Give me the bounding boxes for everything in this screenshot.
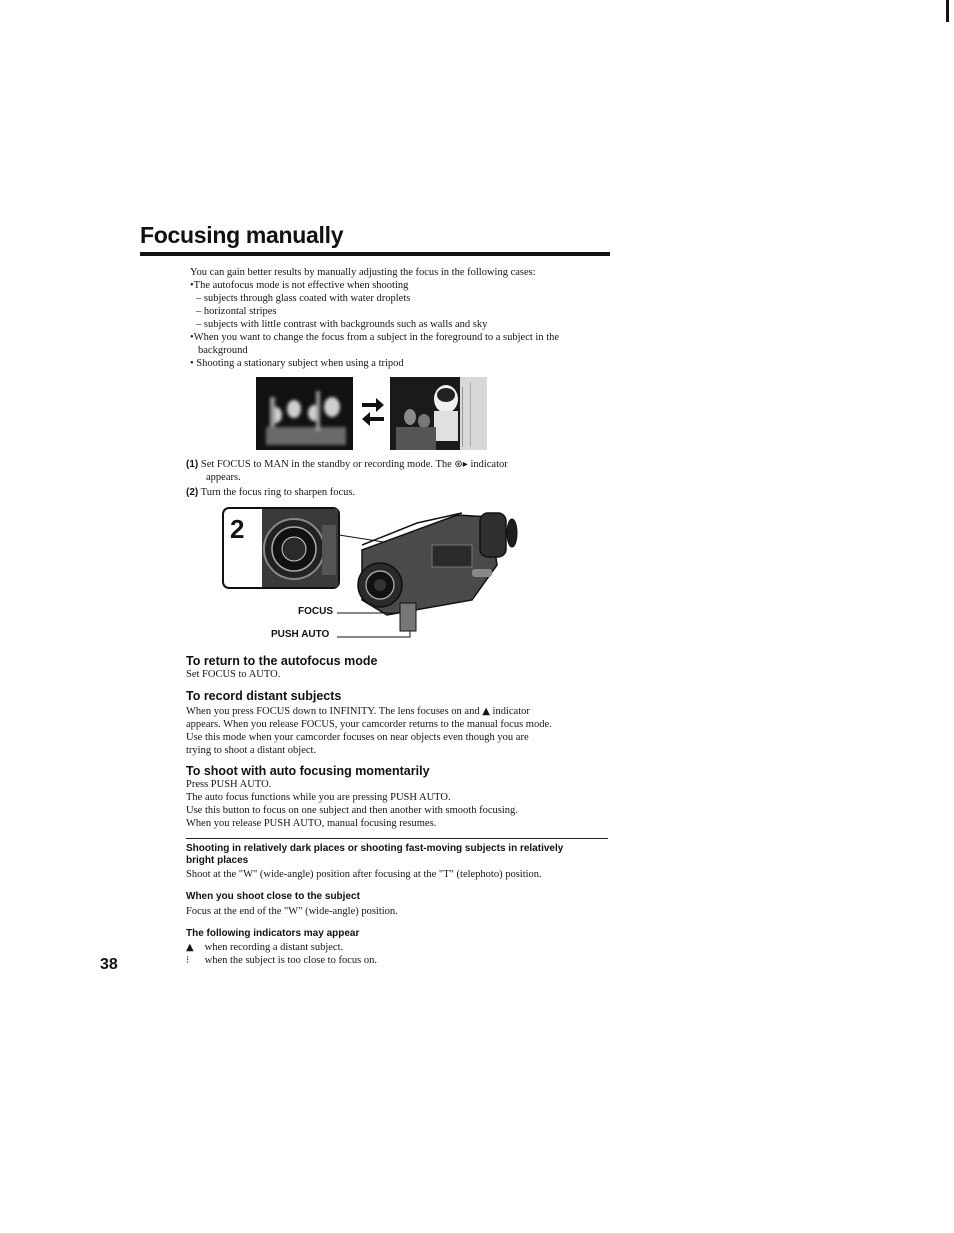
- step-text: Turn the focus ring to sharpen focus.: [200, 487, 356, 498]
- step-text: appears.: [206, 472, 241, 483]
- in-focus-photo-art: [390, 377, 487, 450]
- infinity-focus-icon: ▲: [482, 706, 490, 717]
- intro-line: You can gain better results by manually adjusting the focus in the following cases:: [190, 267, 536, 278]
- indicator-text: when the subject is too close to focus on.: [204, 955, 377, 966]
- step-item: [186, 458, 606, 471]
- step-number: (2): [186, 487, 199, 498]
- push-auto-button-label: PUSH AUTO: [271, 629, 330, 640]
- dark-places-heading-cont: bright places: [186, 855, 249, 866]
- dark-places-text: Shoot at the "W" (wide-angle) position after focusing at the "T" (telephoto) position.: [186, 869, 542, 880]
- step-item: [186, 486, 606, 499]
- indicators-list: [186, 941, 586, 967]
- auto-momentarily-heading: To shoot with auto focusing momentarily: [186, 764, 430, 778]
- in-focus-photo: [390, 377, 487, 450]
- intro-line: •When you want to change the focus from a subject in the foreground to a subject in the: [190, 332, 560, 343]
- distant-subjects-text: indicator: [492, 706, 530, 717]
- dark-places-heading: Shooting in relatively dark places or shooting fast-moving subjects in relatively: [186, 843, 564, 854]
- out-of-focus-photo-art: [256, 377, 353, 450]
- indicator-item: [186, 954, 586, 967]
- indicator-text: when recording a distant subject.: [204, 942, 344, 953]
- binding-mark: [946, 0, 949, 22]
- distant-subjects-text: When you press FOCUS down to INFINITY. The lens focuses on and: [186, 706, 480, 717]
- step-text-after: indicator: [470, 459, 508, 470]
- intro-line: background: [198, 345, 248, 356]
- distant-subjects-line: trying to shoot a distant object.: [186, 745, 317, 756]
- return-autofocus-text: Set FOCUS to AUTO.: [186, 669, 281, 680]
- intro-line: •The autofocus mode is not effective when shooting: [190, 280, 409, 291]
- page-title: Focusing manually: [140, 222, 344, 248]
- close-focus-icon: ⁝: [186, 955, 190, 966]
- step-item-continued: [186, 471, 606, 484]
- shoot-close-heading: When you shoot close to the subject: [186, 891, 360, 902]
- auto-momentarily-line: Press PUSH AUTO.: [186, 779, 272, 790]
- intro-line: • Shooting a stationary subject when using a tripod: [190, 358, 404, 369]
- intro-block: [190, 266, 620, 370]
- intro-line: – horizontal stripes: [196, 306, 277, 317]
- camcorder-illustration: [222, 505, 522, 650]
- camcorder-figure: [222, 505, 522, 650]
- shoot-close-text: Focus at the end of the "W" (wide-angle) position.: [186, 906, 398, 917]
- switch-arrows-icon: [360, 395, 386, 429]
- auto-momentarily-line: When you release PUSH AUTO, manual focusing resumes.: [186, 818, 437, 829]
- figure-step-label: 2: [230, 514, 245, 544]
- distant-subjects-line: [186, 705, 616, 718]
- step-text: Set FOCUS to MAN in the standby or recording mode. The: [200, 459, 452, 470]
- auto-momentarily-line: Use this button to focus on one subject and then another with smooth focusing.: [186, 805, 518, 816]
- steps-list: [186, 458, 606, 499]
- section-divider: [186, 838, 608, 839]
- manual-focus-icon: ⊛▸: [454, 459, 468, 470]
- distant-subjects-heading: To record distant subjects: [186, 689, 342, 703]
- auto-momentarily-line: The auto focus functions while you are pressing PUSH AUTO.: [186, 792, 451, 803]
- infinity-focus-icon: ▲: [186, 942, 194, 953]
- step-number: (1): [186, 459, 199, 470]
- out-of-focus-photo: [256, 377, 353, 450]
- intro-line: – subjects through glass coated with water droplets: [196, 293, 411, 304]
- title-rule: [140, 252, 610, 256]
- auto-momentarily-body: [186, 778, 616, 830]
- intro-line: – subjects with little contrast with backgrounds such as walls and sky: [196, 319, 488, 330]
- distant-subjects-line: Use this mode when your camcorder focuses on near objects even though you are: [186, 732, 529, 743]
- distant-subjects-body: [186, 705, 616, 757]
- page-number: 38: [100, 956, 118, 973]
- indicators-heading: The following indicators may appear: [186, 928, 360, 939]
- focus-switch-label: FOCUS: [298, 606, 333, 617]
- indicator-item: [186, 941, 586, 954]
- distant-subjects-line: appears. When you release FOCUS, your camcorder returns to the manual focus mode.: [186, 719, 552, 730]
- return-autofocus-heading: To return to the autofocus mode: [186, 654, 378, 668]
